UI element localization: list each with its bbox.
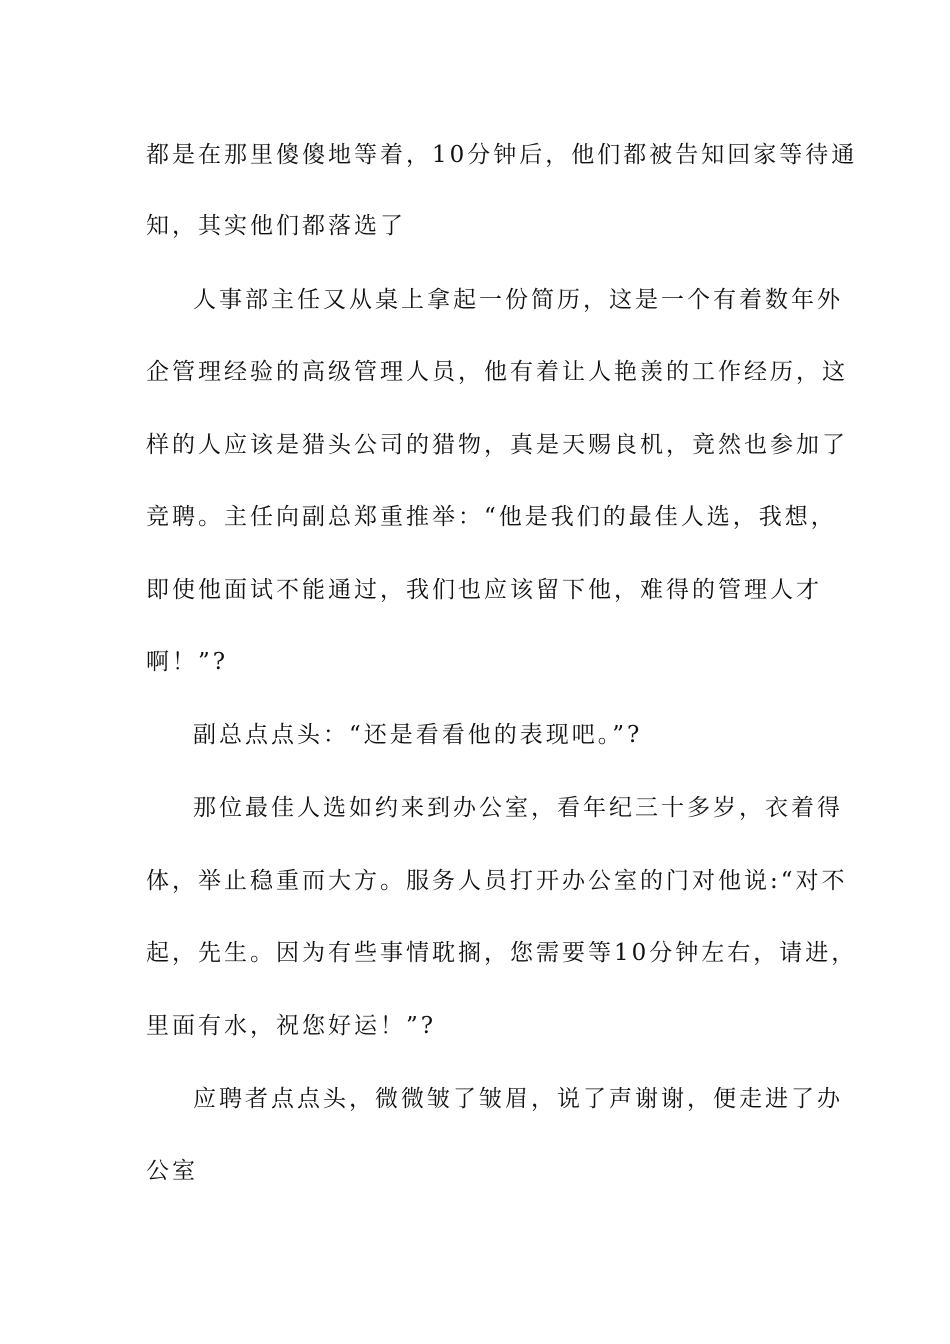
- text-line: 啊！”?: [146, 649, 229, 675]
- text-line: 里面有水，祝您好运！”?: [146, 1013, 437, 1039]
- text-line: 都是在那里傻傻地等着，10分钟后，他们都被告知回家等待通: [146, 142, 858, 168]
- text-line: 知，其实他们都落选了: [146, 213, 406, 239]
- paragraph-first-line: 应聘者点点头，微微皱了皱眉，说了声谢谢，便走进了办: [193, 1086, 843, 1112]
- text-line: 竞聘。主任向副总郑重推举：“他是我们的最佳人选，我想，: [146, 504, 837, 530]
- text-line: 体，举止稳重而大方。服务人员打开办公室的门对他说:“对不: [146, 868, 848, 894]
- text-line: 公室: [146, 1158, 198, 1184]
- paragraph-first-line: 副总点点头：“还是看看他的表现吧。”?: [193, 722, 643, 748]
- text-line: 即使他面试不能通过，我们也应该留下他，难得的管理人才: [146, 577, 822, 603]
- text-line: 样的人应该是猎头公司的猎物，真是天赐良机，竟然也参加了: [146, 432, 848, 458]
- text-line: 企管理经验的高级管理人员，他有着让人艳羡的工作经历，这: [146, 359, 848, 385]
- text-line: 起，先生。因为有些事情耽搁，您需要等10分钟左右，请进，: [146, 940, 858, 966]
- paragraph-first-line: 人事部主任又从桌上拿起一份简历，这是一个有着数年外: [193, 287, 843, 313]
- paragraph-first-line: 那位最佳人选如约来到办公室，看年纪三十多岁，衣着得: [193, 795, 843, 821]
